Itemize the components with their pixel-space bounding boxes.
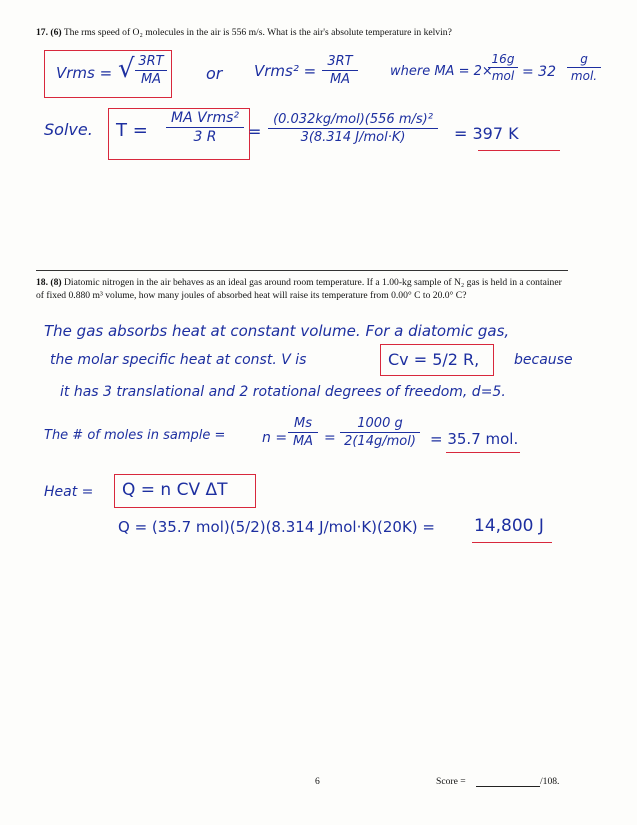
moles-result: = 35.7 mol. <box>430 430 519 448</box>
problem-17-number: 17. (6) <box>36 27 62 38</box>
moles-fraction-1 <box>288 416 318 449</box>
problem-18-question <box>36 276 572 302</box>
moles-fraction-2 <box>340 416 420 449</box>
moles-equals: = <box>324 430 336 446</box>
substitution-denominator: 3(8.314 J/mol·K) <box>300 130 406 145</box>
problem-17-text: The rms speed of O₂ molecules in the air is 556 m/s. What is the air's absolute temperature in kelvin? <box>63 27 452 38</box>
t-equals: T = <box>116 120 148 141</box>
alt-fraction <box>322 54 358 87</box>
page-number: 6 <box>315 776 320 787</box>
moles-denominator-1: MA <box>292 434 314 449</box>
temperature-numerator: MA Vrms² <box>171 110 239 126</box>
or-word: or <box>206 64 223 83</box>
explanation-line-2a: the molar specific heat at const. V is <box>50 352 307 368</box>
molar-numerator: 16g <box>491 52 515 66</box>
temperature-result-underline <box>478 150 560 151</box>
substitution-numerator: (0.032kg/mol)(556 m/s)² <box>273 112 433 127</box>
heat-result: 14,800 J <box>474 516 544 536</box>
moles-numerator-1: Ms <box>294 416 312 431</box>
moles-numerator-2: 1000 g <box>357 416 403 431</box>
heat-calculation: Q = (35.7 mol)(5/2)(8.314 J/mol·K)(20K) = <box>118 518 435 536</box>
problem-18-number: 18. (8) <box>36 277 62 288</box>
alt-denominator: MA <box>329 72 351 87</box>
sqrt-denominator: MA <box>140 72 162 87</box>
section-divider <box>36 270 568 271</box>
score-label: Score = <box>436 776 466 787</box>
score-total: /108. <box>540 776 560 787</box>
explanation-line-3: it has 3 translational and 2 rotational degrees of freedom, d=5. <box>60 384 506 400</box>
unit-numerator: g <box>580 52 588 66</box>
molar-fraction <box>488 52 518 83</box>
explanation-line-1: The gas absorbs heat at constant volume. For a diatomic gas, <box>44 322 510 340</box>
moles-result-underline <box>446 452 520 453</box>
cv-formula: Cv = 5/2 R, <box>388 350 480 369</box>
problem-17-question <box>36 26 596 39</box>
moles-label: The # of moles in sample = <box>44 428 226 443</box>
unit-fraction <box>567 52 601 83</box>
temperature-fraction <box>166 110 244 145</box>
equals-sign: = <box>248 122 262 141</box>
problem-18-text: Diatomic nitrogen in the air behaves as an ideal gas around room temperature. If a 1.00-kg sample of N₂ gas is held in a container of fixed 0.880 m³ volume, how many joules of absorbed heat will raise its temperature from 0.00° C to 20.0° C? <box>36 277 562 301</box>
molar-denominator: mol <box>491 69 515 83</box>
vrms-lhs: Vrms = <box>56 64 113 82</box>
heat-result-underline <box>472 542 552 543</box>
score-blank <box>476 786 540 787</box>
equals-32: = 32 <box>522 64 556 80</box>
unit-denominator: mol. <box>570 69 598 83</box>
vrms-squared-lhs: Vrms² = <box>254 62 317 80</box>
temperature-result: = 397 K <box>454 124 519 143</box>
alt-numerator: 3RT <box>327 54 353 69</box>
temperature-denominator: 3 R <box>193 129 217 145</box>
where-clause: where MA = 2× <box>390 64 493 79</box>
heat-label: Heat = <box>44 484 94 500</box>
explanation-line-2b: because <box>514 352 573 368</box>
sqrt-fraction <box>135 54 167 87</box>
solve-label: Solve. <box>44 120 93 139</box>
n-equals: n = <box>262 430 288 446</box>
substitution-fraction <box>268 112 438 145</box>
sqrt-sign: √ <box>118 54 135 84</box>
moles-denominator-2: 2(14g/mol) <box>344 434 416 449</box>
sqrt-numerator: 3RT <box>138 54 164 69</box>
heat-formula: Q = n CV ΔT <box>122 480 228 500</box>
